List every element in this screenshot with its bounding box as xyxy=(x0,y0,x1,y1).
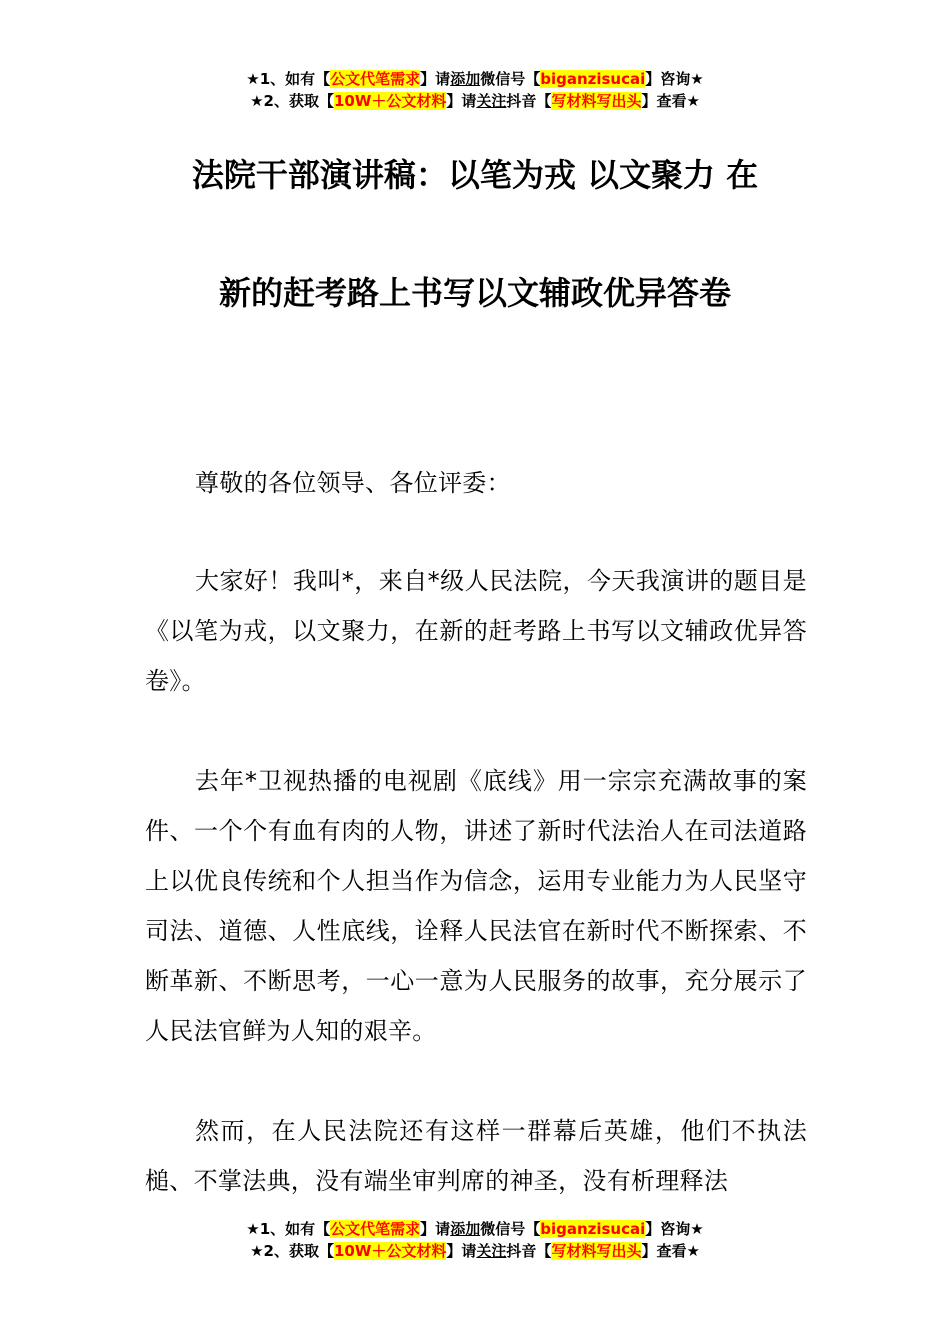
document-title-line-1: 法院干部演讲稿：以笔为戎 以文聚力 在 xyxy=(191,156,759,194)
underlined-follow: 关注 xyxy=(476,1242,507,1260)
banner-line-1: ★1、如有【公文代笔需求】请添加微信号【biganzisucai】咨询★ xyxy=(246,1220,704,1238)
underlined-add: 添加 xyxy=(450,1220,481,1238)
body-paragraph-2: 去年*卫视热播的电视剧《底线》用一宗宗充满故事的案件、一个个有血有肉的人物，讲述了新时代法治人在司法道路上以优良传统和个人担当作为信念，运用专业能力为人民坚守司法、道德、人性底线，诠释人民法官在新时代不断探索、不断革新、不断思考，一心一意为人民服务的故事，充分展示了人民法官鲜为人知的艰辛。 xyxy=(145,767,807,1045)
highlight-douyin: 写材料写出头 xyxy=(551,1242,642,1260)
intro-paragraph: 大家好！我叫*，来自*级人民法院，今天我演讲的题目是《以笔为戎，以文聚力，在新的赶考路上书写以文辅政优异答卷》。 xyxy=(145,567,807,695)
header-banner xyxy=(0,68,950,112)
underlined-follow: 关注 xyxy=(476,92,507,110)
banner-line-1: ★1、如有【公文代笔需求】请添加微信号【biganzisucai】咨询★ xyxy=(246,70,704,88)
highlight-materials: 10W＋公文材料 xyxy=(333,1242,447,1260)
banner-line-2: ★2、获取【10W＋公文材料】请关注抖音【写材料写出头】查看★ xyxy=(250,92,700,110)
highlight-materials: 10W＋公文材料 xyxy=(333,92,447,110)
body-paragraph-3: 然而，在人民法院还有这样一群幕后英雄，他们不执法槌、不掌法典，没有端坐审判席的神圣，没有析理释法 xyxy=(145,1117,807,1195)
underlined-add: 添加 xyxy=(450,70,481,88)
highlight-wechat-id: biganzisucai xyxy=(540,1220,646,1238)
highlight-wechat-id: biganzisucai xyxy=(540,70,646,88)
greeting-paragraph: 尊敬的各位领导、各位评委： xyxy=(195,469,511,497)
document-title-line-2: 新的赶考路上书写以文辅政优异答卷 xyxy=(218,274,731,312)
banner-line-2: ★2、获取【10W＋公文材料】请关注抖音【写材料写出头】查看★ xyxy=(250,1242,700,1260)
highlight-service: 公文代笔需求 xyxy=(330,70,421,88)
footer-banner xyxy=(0,1218,950,1262)
highlight-douyin: 写材料写出头 xyxy=(551,92,642,110)
highlight-service: 公文代笔需求 xyxy=(330,1220,421,1238)
